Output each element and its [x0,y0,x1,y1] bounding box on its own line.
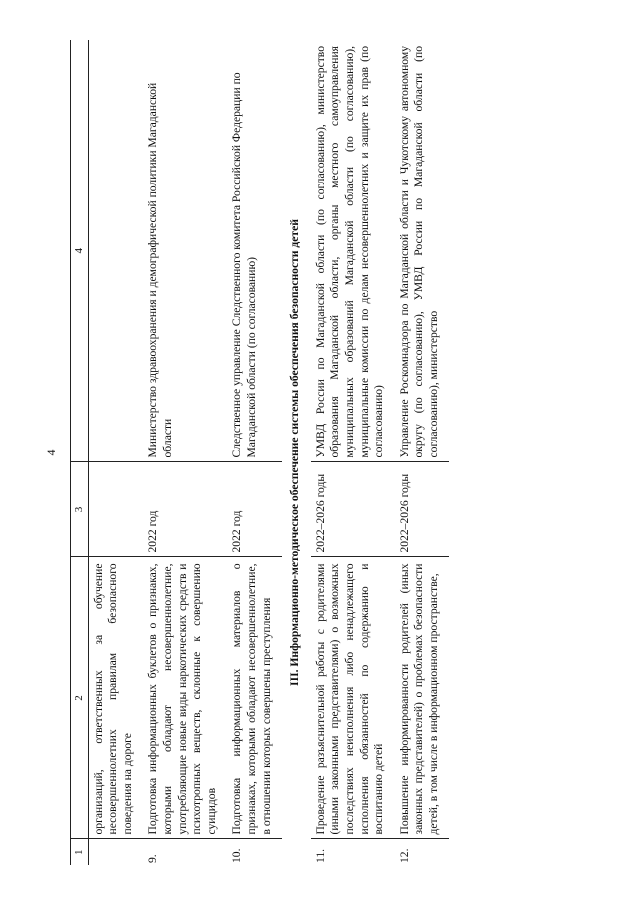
action-cell: Подготовка информационных буклетов о признаках, которыми обладают несовершеннолетние, употребляющие новые виды наркотических средств и психотропных веществ, склонные к совершению суицидов [143,557,227,839]
row-number [88,839,143,865]
term-cell: 2022–2026 годы [395,462,450,557]
page-number: 4 [44,449,58,456]
table-row [88,40,143,865]
action-cell: Повышение информированности родителей (иных законных представителей) о проблемах безопасности детей, в том числе в информационном пространстве, [395,557,450,839]
row-number: 12. [397,848,411,863]
row-number: 10. [230,848,244,863]
responsible-cell: Следственное управление Следственного комитета Российской Федерации по Магаданской области (по согласованию) [227,40,282,462]
action-cell: организаций, ответственных за обучение несовершеннолетних правилам безопасного поведения на дороге [88,557,143,839]
column-header: 3 [71,462,89,557]
responsible-cell: УМВД России по Магаданской области (по согласованию), министерство образования Магаданской области, органы местного самоуправления муниципальных образований Магаданской области (по согласованию), муниципальные комиссии по делам несовершеннолетних и защите их прав (по согласованию) [311,40,395,462]
action-plan-table [70,40,449,865]
action-cell: Подготовка информационных материалов о признаках, которыми обладают несовершеннолетние, в отношении которых совершены преступления [227,557,282,839]
section-heading-row [282,40,311,865]
column-number-header-row [71,40,89,865]
action-cell: Проведение разъяснительной работы с родителями (иными законными представителями) о возможных последствиях неисполнения либо ненадлежащего исполнения обязанностей по содержанию и воспитанию детей [311,557,395,839]
column-header: 2 [71,557,89,839]
column-header: 1 [71,839,89,865]
term-cell: 2022 год [143,462,227,557]
responsible-cell: Управление Роскомнадзора по Магаданской области и Чукотскому автономному округу (по согласованию), УМВД России по Магаданской области (по согласованию), министерство [395,40,450,462]
table-row [311,40,395,865]
row-number: 9. [146,854,160,863]
term-cell: 2022–2026 годы [311,462,395,557]
responsible-cell [88,40,143,462]
table-row [395,40,450,865]
term-cell: 2022 год [227,462,282,557]
section-title: III. Информационно-методическое обеспечение системы обеспечения безопасности детей [288,219,302,686]
table-row [227,40,282,865]
column-header: 4 [71,40,89,462]
table-row [143,40,227,865]
row-number: 11. [313,848,327,863]
term-cell [88,462,143,557]
responsible-cell: Министерство здравоохранения и демографической политики Магаданской области [143,40,227,462]
